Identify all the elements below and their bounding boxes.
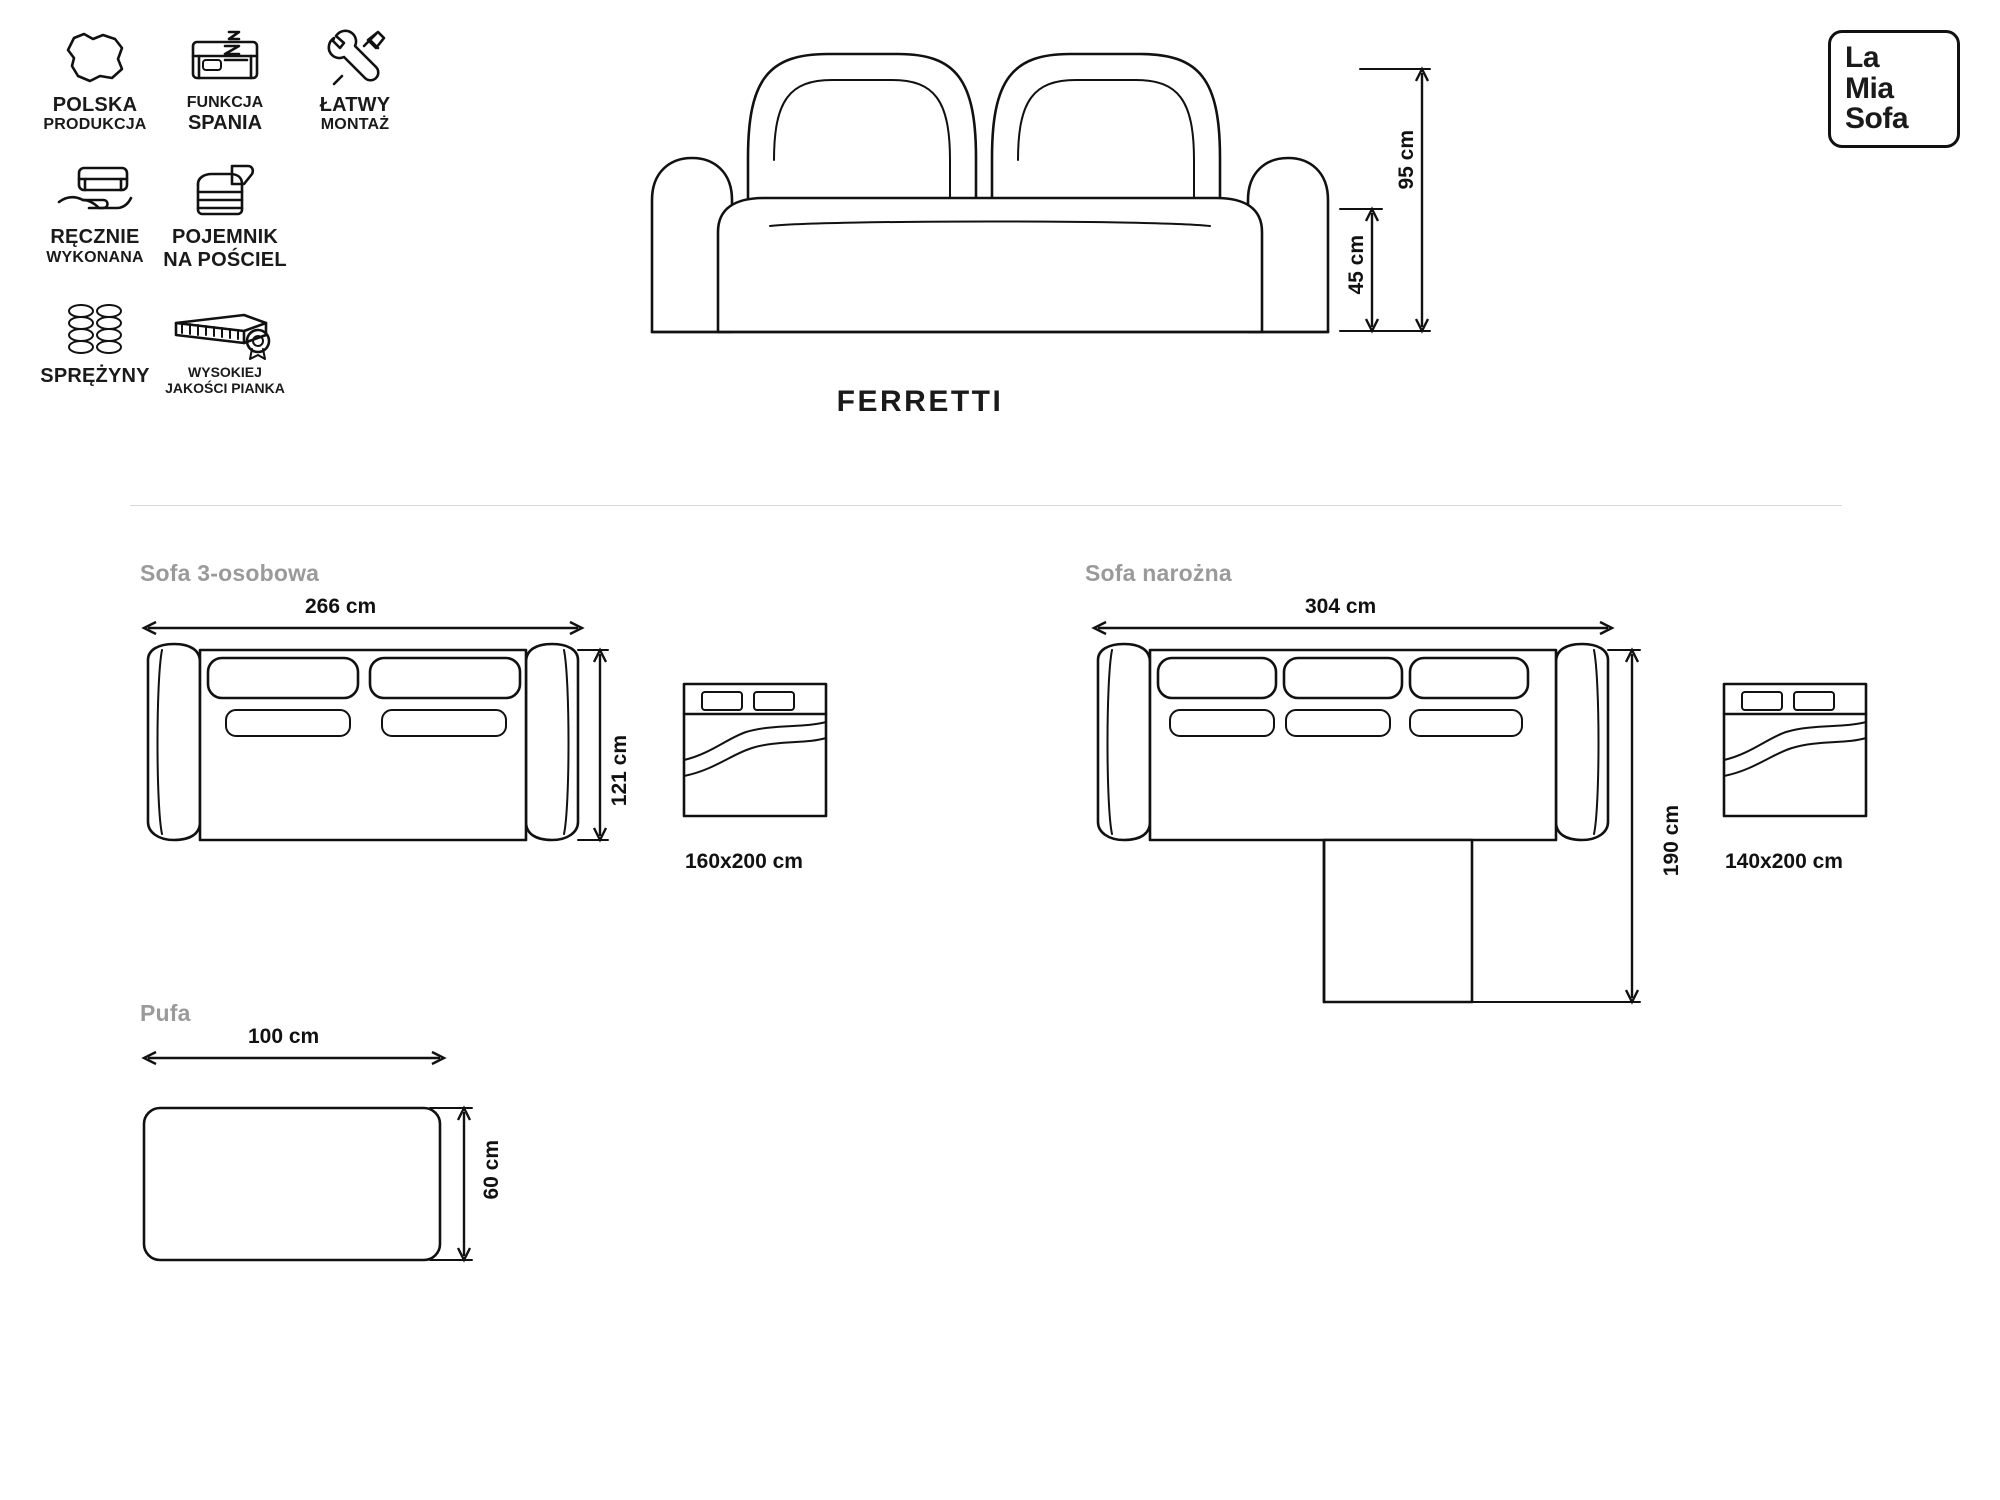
brand-line-1: La: [1845, 40, 1880, 74]
feature-row: [30, 152, 450, 271]
sofa-narozna-width-label: 304 cm: [1305, 595, 1377, 618]
feature-wysokiej-jakosci-pianka: [160, 291, 290, 396]
feature-sprezyny: [30, 291, 160, 387]
bed-icon-160x200: [680, 680, 830, 820]
sofa-3-bed-size-label: 160x200 cm: [685, 850, 803, 873]
feature-pojemnik-na-posciel: [160, 152, 290, 271]
sofa-narozna-bed-size-label: 140x200 cm: [1725, 850, 1843, 873]
feature-caption: SPRĘŻYNY: [40, 365, 150, 388]
section-title-sofa-narozna: Sofa narożna: [1085, 560, 1232, 586]
sleep-function-icon: [185, 20, 265, 88]
pufa-width-label: 100 cm: [248, 1025, 320, 1048]
feature-caption: RĘCZNIE WYKONANA: [46, 226, 144, 266]
brand-line-3: Sofa: [1845, 102, 1909, 136]
sofa-3-width-label: 266 cm: [305, 595, 377, 618]
hero-height-label: 95 cm: [1395, 130, 1418, 190]
feature-row: [30, 291, 450, 396]
sofa-narozna-depth-label: 190 cm: [1660, 805, 1683, 877]
feature-polska-produkcja: [30, 20, 160, 134]
feature-row: [30, 20, 450, 134]
feature-caption: ŁATWY MONTAŻ: [319, 94, 391, 134]
brand-logo: [1828, 30, 1960, 148]
section-title-pufa: Pufa: [140, 1000, 191, 1026]
feature-caption: POLSKA PRODUKCJA: [43, 94, 147, 134]
hero-seat-height-label: 45 cm: [1345, 235, 1368, 295]
feature-caption: WYSOKIEJ JAKOŚCI PIANKA: [165, 364, 285, 396]
brand-line-2: Mia: [1845, 71, 1894, 105]
sofa-3-top-view: [130, 610, 610, 900]
sofa-3-depth-label: 121 cm: [608, 735, 631, 807]
feature-caption: FUNKCJA SPANIA: [186, 94, 264, 134]
foam-icon: [170, 291, 280, 359]
feature-badge-grid: [30, 20, 450, 396]
hero-dimension-arrows: [1330, 55, 1460, 345]
feature-funkcja-spania: [160, 20, 290, 134]
tools-icon: [320, 20, 390, 88]
section-title-sofa-3-osobowa: Sofa 3-osobowa: [140, 560, 320, 586]
sofa-narozna-top-view: [1080, 610, 1680, 1030]
bed-icon-140x200: [1720, 680, 1870, 820]
bedding-box-icon: [186, 152, 264, 220]
hero-sofa-front-view: [640, 40, 1440, 360]
feature-recznie-wykonana: [30, 152, 160, 266]
product-title: FERRETTI: [836, 385, 1004, 418]
pufa-depth-label: 60 cm: [480, 1140, 503, 1200]
feature-latwy-montaz: [290, 20, 420, 134]
section-divider: [130, 505, 1842, 506]
handmade-icon: [55, 152, 135, 220]
pufa-top-view: [130, 1040, 510, 1280]
poland-map-icon: [60, 20, 130, 88]
springs-icon: [57, 291, 133, 359]
feature-caption: POJEMNIK NA POŚCIEL: [163, 226, 287, 271]
